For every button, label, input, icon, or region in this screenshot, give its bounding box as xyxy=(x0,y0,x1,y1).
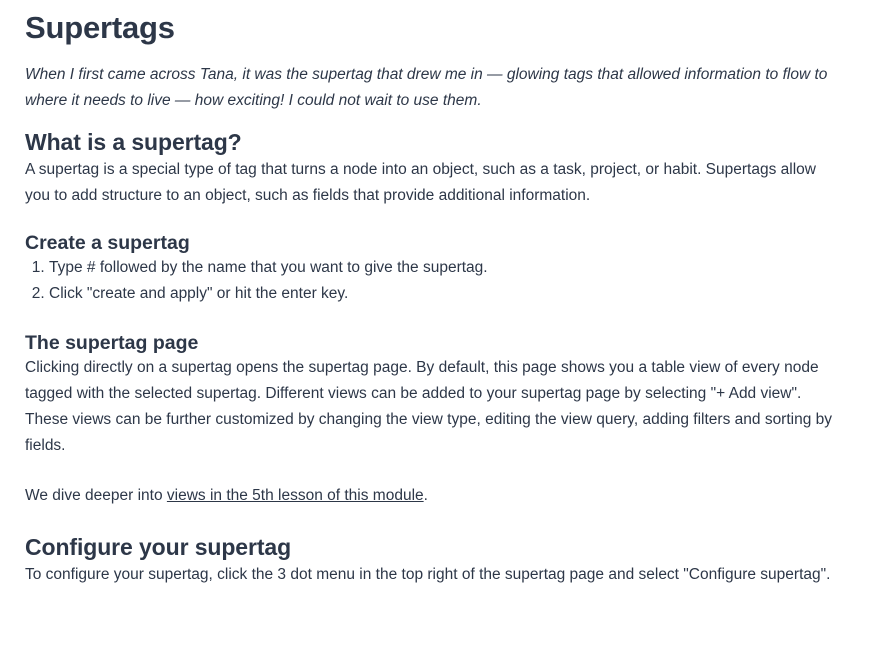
section-heading-what: What is a supertag? xyxy=(25,129,242,155)
views-lesson-link[interactable]: views in the 5th lesson of this module xyxy=(166,487,424,504)
section-supertag-page xyxy=(25,331,835,459)
dive-deeper-paragraph xyxy=(25,483,835,509)
create-steps-list xyxy=(25,255,835,307)
page-title: Supertags xyxy=(25,10,175,45)
section-configure-supertag xyxy=(25,533,835,588)
section-heading-supertag-page: The supertag page xyxy=(25,332,199,354)
section-what-is-supertag xyxy=(25,128,835,209)
dive-prefix: We dive deeper into xyxy=(25,487,167,504)
article xyxy=(25,8,835,588)
section-heading-configure: Configure your supertag xyxy=(25,534,292,560)
section-heading-create: Create a supertag xyxy=(25,232,190,254)
dive-suffix: . xyxy=(423,487,428,504)
intro-paragraph: When I first came across Tana, it was the supertag that drew me in — glowing tags that allowed information to flow to where it needs to live — how exciting! I could not wait to use them. xyxy=(25,66,828,109)
list-item: 1. Type # followed by the name that you want to give the supertag. xyxy=(49,255,835,281)
list-item: 2. Click "create and apply" or hit the enter key. xyxy=(49,281,835,307)
section-body-configure: To configure your supertag, click the 3 dot menu in the top right of the supertag page and select "Configure supertag". xyxy=(25,566,831,583)
section-body-what: A supertag is a special type of tag that turns a node into an object, such as a task, project, or habit. Supertags allow you to add structure to an object, such as fields that provide additional information. xyxy=(25,161,816,204)
section-create-supertag xyxy=(25,231,835,307)
section-body-supertag-page: Clicking directly on a supertag opens the supertag page. By default, this page shows you a table view of every node tagged with the selected supertag. Different views can be added to your supertag page by selecting "+ Add view". These views can be further customized by changing the view type, editing the view query, adding filters and sorting by fields. xyxy=(25,359,833,454)
